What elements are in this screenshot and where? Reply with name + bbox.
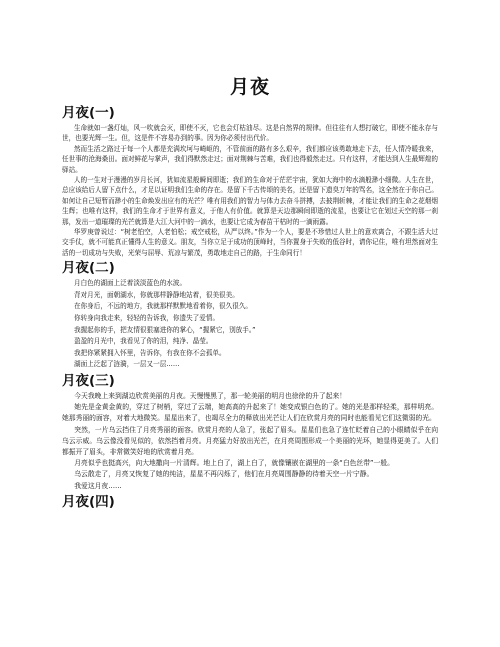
section-2-poem — [62, 278, 438, 371]
section-3-paragraph-2: 她先是金黄金黄的，穿过了树梢，穿过了云端，她高高的升起来了！她变成银白色的了。她的光是那样轻柔，那样明亮。她那秀丽的面容，对着大地微笑。星星出来了，也竭尽全力的释放出光芒让人们在欣赏月亮的同时也能看见它们这微弱的光。 — [62, 403, 438, 423]
section-heading-3: 月夜(三) — [62, 373, 115, 390]
poem-line-5: 我握起你的手，把友情很狠塞进你的掌心，“握紧它，别放手。” — [74, 325, 256, 334]
poem-line-7: 我把你紧紧拥入怀里，告诉你，有我在你不会孤单。 — [74, 348, 226, 357]
poem-line-3: 在你身后，不远的地方，我就那样默默地看着你，很久很久。 — [74, 302, 253, 311]
section-3-paragraph-4: 月亮似乎也挺高兴，向大地撒向一片清辉。地上白了，湖上白了，就像镶嵌在湖里的一条“白色丝带”一般。 — [74, 459, 394, 468]
section-3-body — [62, 391, 438, 492]
poem-line-6: 盈盈的月光中，我看见了你的泪，纯净、晶莹。 — [74, 337, 213, 346]
section-heading-2: 月夜(二) — [62, 260, 115, 277]
poem-line-1: 月白色的湖面上泛着淡淡蓝色的水波。 — [74, 279, 187, 288]
section-heading-1: 月夜(一) — [62, 105, 115, 121]
poem-line-8: 湖面上泛起了涟漪，一层又一层…… — [74, 360, 180, 369]
section-3-paragraph-5: 乌云散走了，月亮又恢复了她的纯洁，星星不再闪烁了，他们在月亮周围静静的待着天空一片宁静。 — [74, 470, 374, 479]
section-1-paragraph-3: 人的一生对于漫漫的岁月长河，犹如流星般瞬间即逝；我们的生命对于茫茫宇宙，犹如大海中的水滴般渺小细微。人生在世，总应该给后人留下点什么，才足以证明我们生命的存在。是留下千古传颂的美名，还是留下遗臭万年的骂名，这全然在于你自己。如何让自己短暂而渺小的生命焕发出应有的光芒？唯有用我们的智力与体力去奋斗拼搏，去披荆斩棘，才能让我们的生命之花烟烟生辉；也唯有这样，我们的生命才于世界有意义，于他人有价值。就算是天边那瞬间即逝的流星，也要让它在划过天空的那一刹那，发出一道璀璨的光芒就算是大江大河中的一滴水，也要让它成为春苗干枯时的一滴雨露。 — [62, 176, 438, 226]
section-3-paragraph-3: 突然，一片乌云挡住了月亮秀丽的面容。欣赏月亮的人急了，张起了眉头。星星们也急了连忙眨着自己的小眼睛似乎在向乌云示威。乌云像没看见似的，依然挡着月亮。月亮猛力好放出光芒，在月亮周围形成一个美丽的光环，她显得更美了。人们都振开了眉头，非常微笑好地的欣赏着月亮。 — [62, 425, 438, 457]
section-heading-4: 月夜(四) — [62, 493, 115, 510]
document-title: 月夜 — [229, 76, 270, 98]
section-1-paragraph-1: 生命就如一盏灯灿，风一吹就会灭，即使不灭，它也会灯枯油尽。这是自然界的规律。但往往有人想打破它，即使不能永存与世，也要光辉一生。但，这是件不容易办到的事。因为你必须付出代价。 — [62, 124, 438, 143]
section-3-paragraph-1: 今天我晚上来到湖边欣赏美丽的月夜。天慢慢黑了，那一轮美丽的明月也徐徐的升了起来！ — [74, 392, 347, 401]
section-1-paragraph-2: 然而生活之路过于每一个人都是充满坎坷与崎岖的，不管前面的路有多么艰辛，我们都应该勇敢地走下去，任人情冷暖我来，任世事的沧海桑田。面对鲜花与掌声，我们得默然走过；面对荆棘与苦难，我们也得毅然走过。只有这样，才能达到人生最辉煌的驿站。 — [62, 144, 438, 174]
section-3-paragraph-6: 我爱这月夜…… — [74, 481, 122, 490]
poem-line-4: 你转身向我走来，轻轻的告诉我，你遗失了爱情。 — [74, 314, 220, 323]
section-1-paragraph-4: 华罗庚曾说过：“树老怕空，人老怕松；戒空戒松，从严以终。”作为一个人，要是不珍惜过人世上的意欢离合，不跟生活大过交手仗，就不可能真正懂得人生的意义。朋友，当你立足于成功的顶峰时，当你置身于失败的低谷时，请你记住，唯有坦然面对生活的一切成功与失败，光荣与屈辱、荒凉与繁茂，勇敢地走自己的路，于生命同行！ — [62, 228, 438, 257]
poem-line-2: 背对月光，面朝湖水，你就那样静静地站着，很美很美。 — [74, 290, 239, 299]
